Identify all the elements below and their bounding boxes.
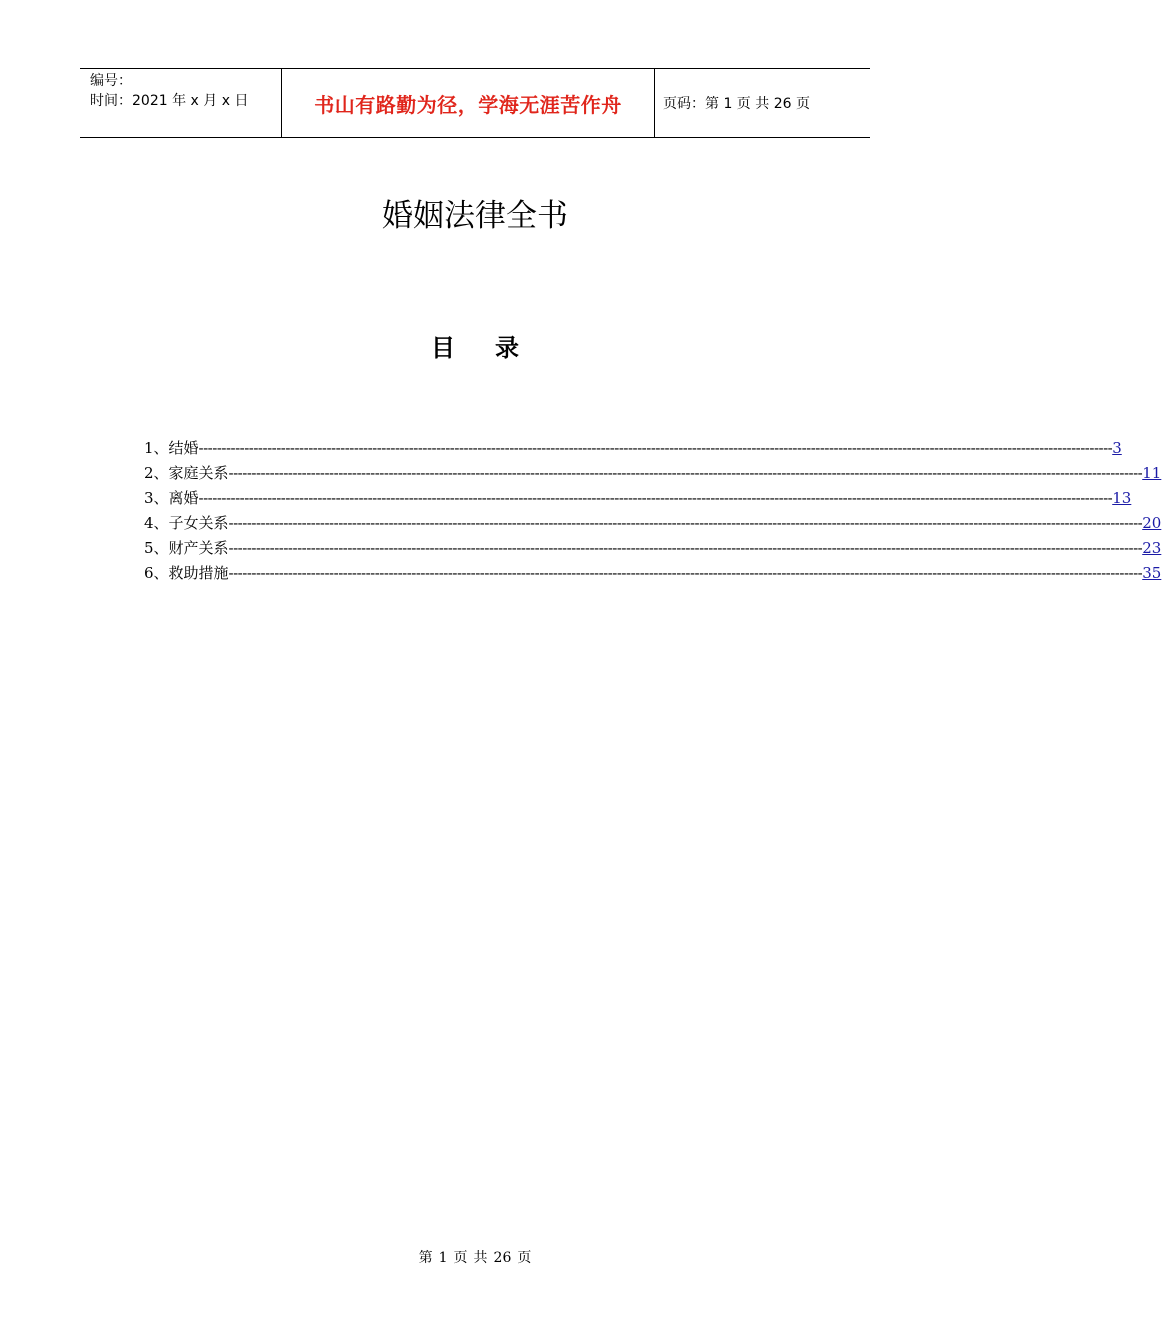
footer-text: 共: [473, 1250, 488, 1266]
toc-page-link[interactable]: 13: [1112, 489, 1132, 507]
toc-entry-label: 3、离婚: [144, 489, 199, 507]
page-footer: [0, 1247, 950, 1267]
page-header: [80, 68, 870, 138]
toc-leader: --------------------------------------------------------------------------------------------------------------------------------------------------------------------------------------------------------: [228, 514, 1143, 532]
motto-text: 书山有路勤为径，学海无涯苦作舟: [314, 92, 622, 117]
serial-label: 编号：: [90, 73, 132, 89]
document-title: 婚姻法律全书: [382, 198, 568, 234]
toc-heading-char-1: 目: [431, 334, 455, 362]
footer-text: 第: [418, 1250, 433, 1266]
toc-page-link[interactable]: 3: [1112, 439, 1122, 457]
toc-entry: [144, 511, 1162, 536]
toc-page-link[interactable]: 11: [1142, 464, 1162, 482]
toc-leader: --------------------------------------------------------------------------------------------------------------------------------------------------------------------------------------------------------: [198, 489, 1113, 507]
page-info-text: 页码：第 1 页 共 26 页: [663, 96, 810, 112]
toc-page-link[interactable]: 35: [1142, 564, 1162, 582]
toc-heading-char-2: 录: [495, 334, 519, 362]
toc-page-link[interactable]: 23: [1142, 539, 1162, 557]
footer-text: 页: [453, 1250, 468, 1266]
toc-entry: [144, 561, 1162, 586]
toc-entry-label: 4、子女关系: [144, 514, 229, 532]
toc-page-link[interactable]: 20: [1142, 514, 1162, 532]
header-meta: [80, 69, 281, 137]
toc-entry: [144, 461, 1162, 486]
toc-leader: --------------------------------------------------------------------------------------------------------------------------------------------------------------------------------------------------------: [228, 539, 1143, 557]
toc-entry-label: 2、家庭关系: [144, 464, 229, 482]
toc-entry: [144, 536, 1162, 561]
table-of-contents: [144, 436, 1162, 586]
date-label: 时间：2021 年 x 月 x 日: [90, 93, 249, 109]
toc-leader: --------------------------------------------------------------------------------------------------------------------------------------------------------------------------------------------------------: [198, 439, 1113, 457]
toc-entry: [144, 436, 1122, 461]
toc-heading: [0, 328, 950, 363]
toc-leader: --------------------------------------------------------------------------------------------------------------------------------------------------------------------------------------------------------: [228, 464, 1143, 482]
toc-entry: [144, 486, 1132, 511]
toc-entry-label: 6、救助措施: [144, 564, 229, 582]
toc-entry-label: 5、财产关系: [144, 539, 229, 557]
footer-page-number: 1: [438, 1250, 448, 1266]
toc-leader: --------------------------------------------------------------------------------------------------------------------------------------------------------------------------------------------------------: [228, 564, 1143, 582]
header-page-info: [655, 69, 870, 137]
header-motto-cell: [281, 69, 655, 137]
toc-entry-label: 1、结婚: [144, 439, 199, 457]
footer-total-pages: 26: [493, 1250, 512, 1266]
footer-text: 页: [517, 1250, 532, 1266]
